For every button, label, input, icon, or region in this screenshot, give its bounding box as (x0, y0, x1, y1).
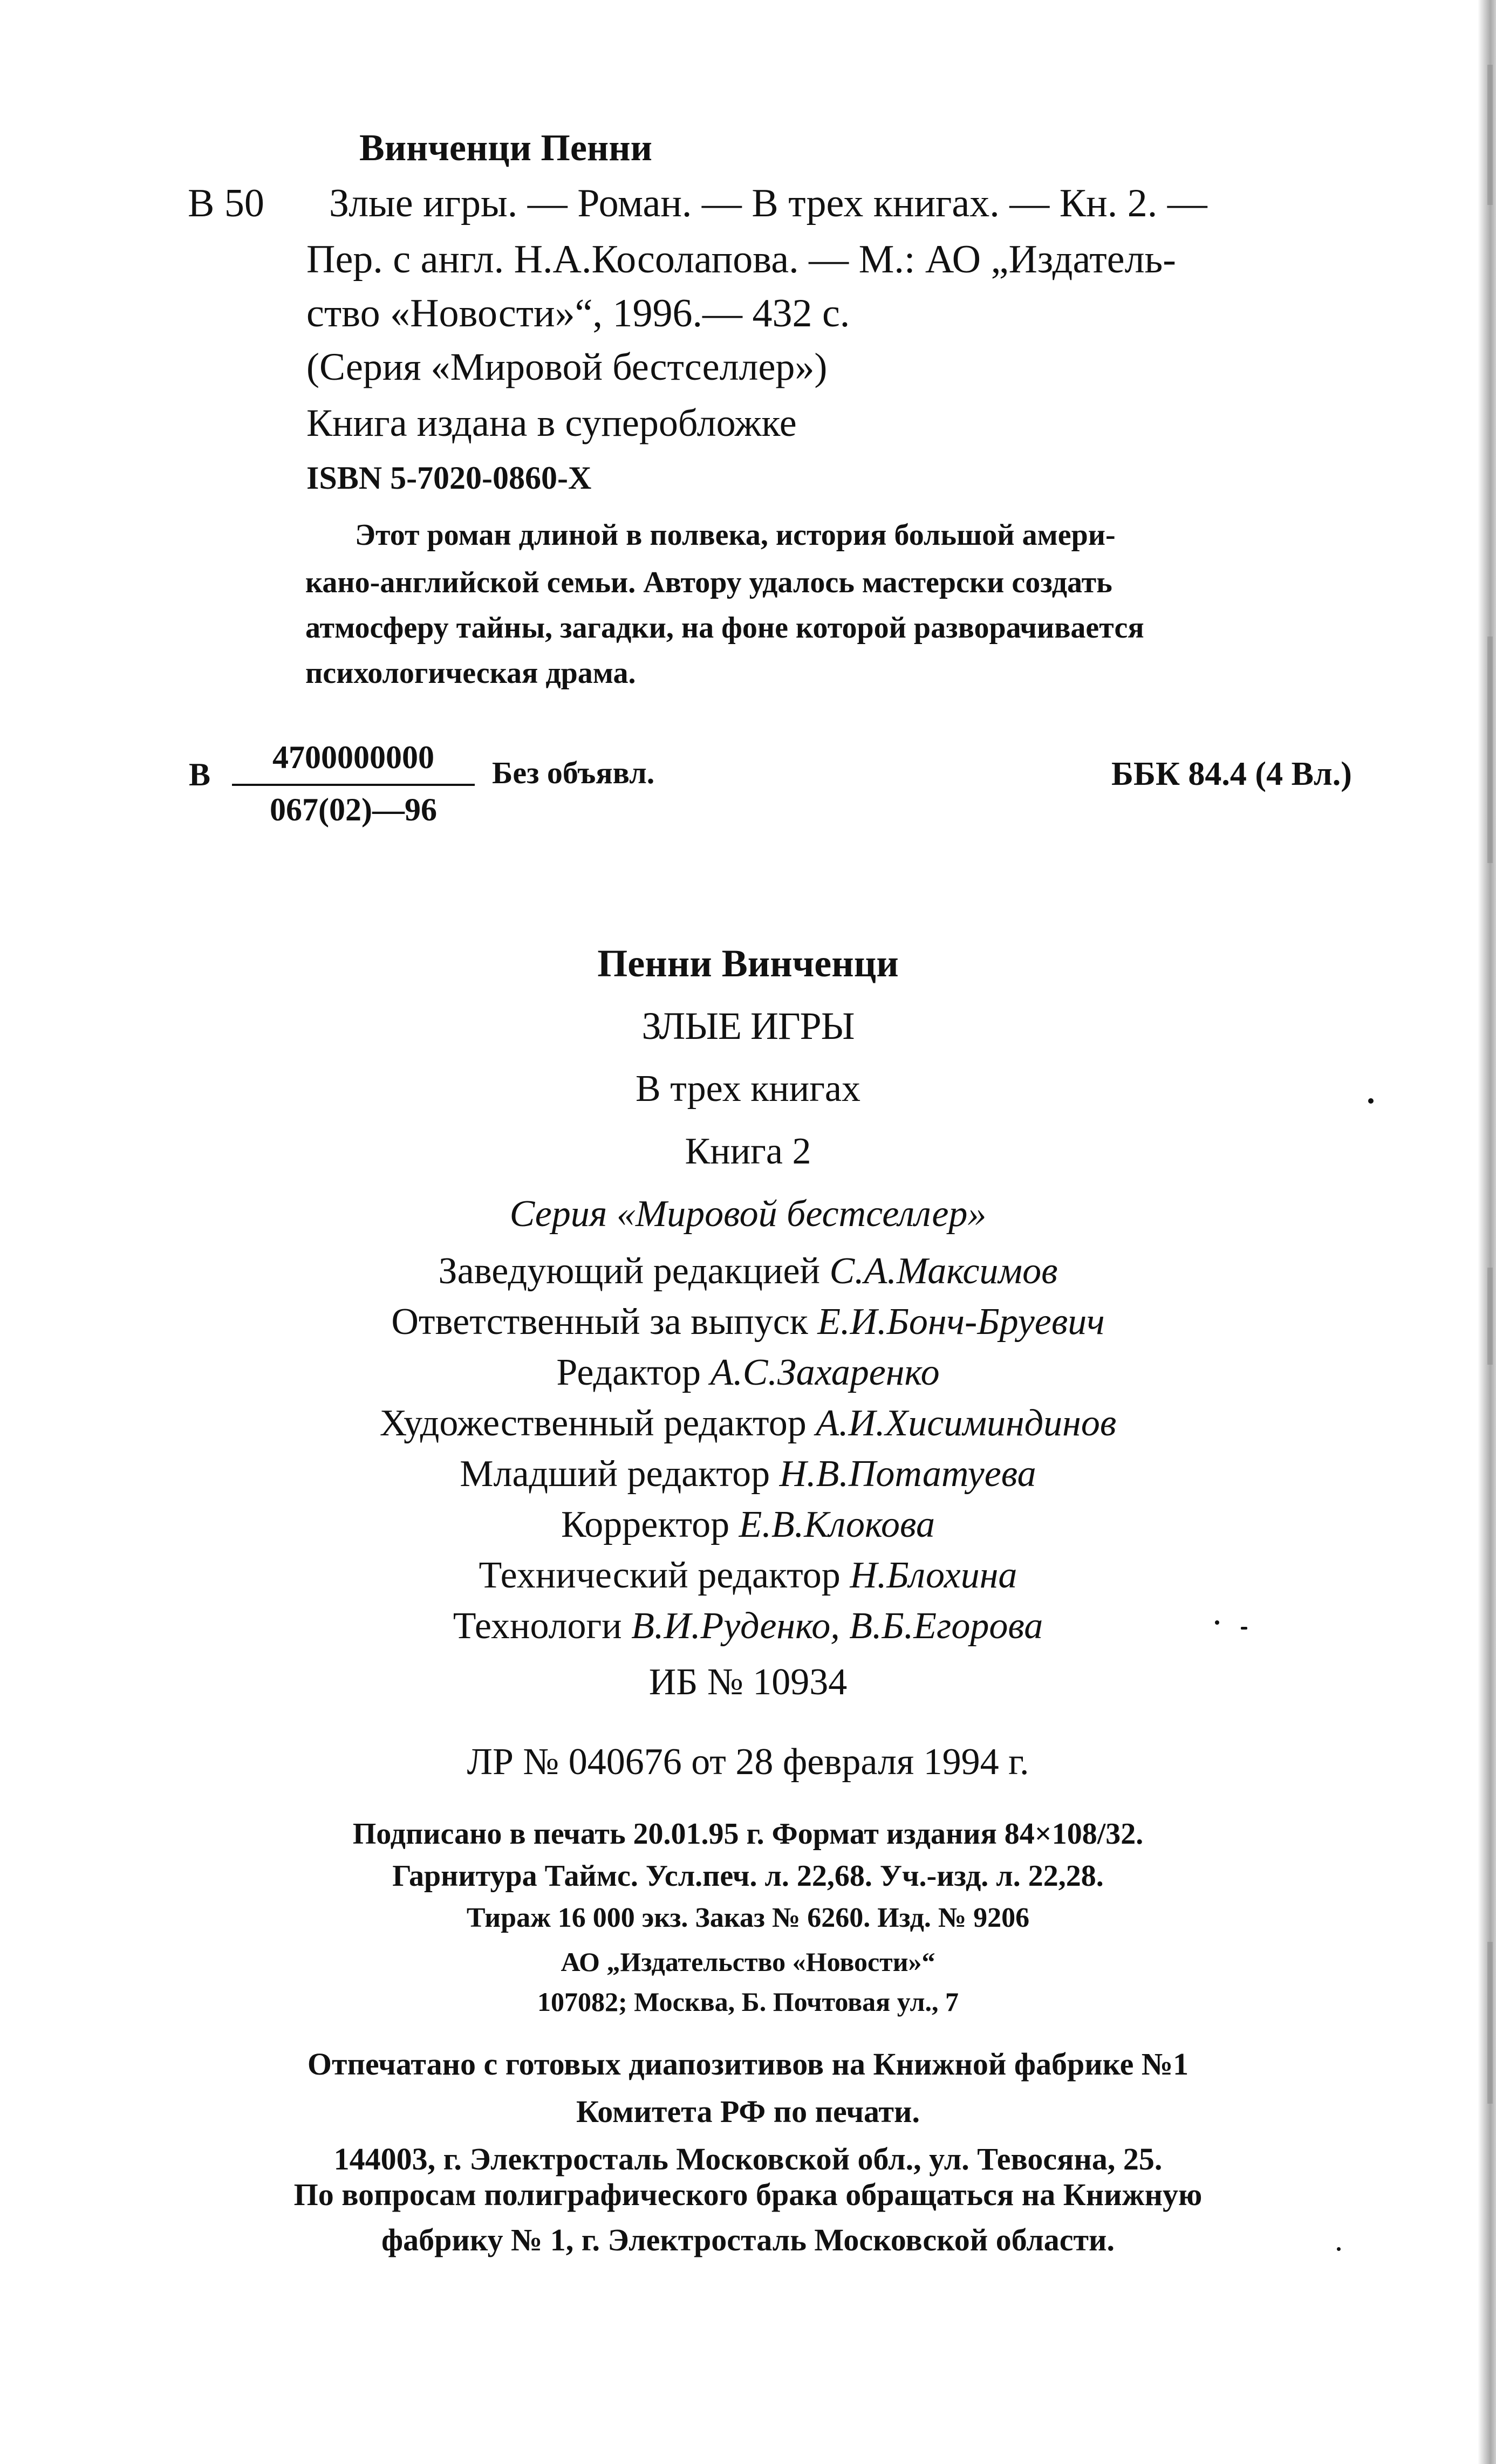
printing-details (0, 1819, 1496, 2015)
series-note: (Серия «Мировой бестселлер») (306, 345, 828, 388)
staff-name: А.И.Хисиминдинов (816, 1402, 1117, 1444)
description-line-1: Злые игры. — Роман. — В трех книгах. — Кн. 2. — (329, 181, 1207, 225)
scan-speck (1337, 2247, 1341, 2251)
staff-role: Художественный редактор (379, 1402, 807, 1444)
printer-line-2: Комитета РФ по печати. (576, 2094, 920, 2129)
ib-number: ИБ № 10934 (648, 1661, 848, 1703)
staff-name: Н.Блохина (850, 1555, 1017, 1596)
isbn: ISBN 5-7020-0860-X (306, 460, 592, 496)
description-line-3: ство «Новости»“, 1996.— 432 с. (306, 291, 850, 336)
staff-row (0, 1252, 1496, 1290)
title-book: Книга 2 (685, 1131, 811, 1172)
catalog-fraction (232, 739, 475, 829)
staff-name: Н.В.Потатуева (779, 1453, 1036, 1495)
license-line (0, 1743, 1496, 1781)
staff-name: Е.В.Клокова (739, 1504, 935, 1545)
defects-line-2: фабрику № 1, г. Электросталь Московской области. (381, 2222, 1115, 2257)
printer-block (0, 2049, 1496, 2175)
catalog-numerator: 4700000000 (232, 739, 475, 786)
staff-row (0, 1354, 1496, 1392)
description-line-2: Пер. с англ. Н.А.Косолапова. — М.: АО „Издатель- (306, 237, 1176, 282)
title-volumes: В трех книгах (636, 1068, 860, 1110)
staff-row (0, 1402, 1496, 1444)
printing-line-2: Гарнитура Таймс. Усл.печ. л. 22,68. Уч.-изд. л. 22,28. (392, 1859, 1104, 1893)
license-text: ЛР № 040676 от 28 февраля 1994 г. (467, 1741, 1029, 1783)
staff-credits (0, 1252, 1496, 1701)
printing-line-1: Подписано в печать 20.01.95 г. Формат издания 84×108/32. (352, 1817, 1144, 1851)
scan-speck (1241, 1627, 1247, 1630)
printer-line-1: Отпечатано с готовых диапозитивов на Книжной фабрике №1 (307, 2047, 1189, 2082)
staff-role: Технологи (453, 1605, 622, 1647)
publisher-address: 107082; Москва, Б. Почтовая ул., 7 (537, 1987, 959, 2017)
staff-role: Корректор (561, 1504, 730, 1545)
staff-row (0, 1506, 1496, 1544)
title-block (0, 944, 1496, 1233)
catalog-prefix: В (189, 757, 211, 792)
staff-row (0, 1303, 1496, 1341)
printing-line-3: Тираж 16 000 экз. Заказ № 6260. Изд. № 9206 (466, 1902, 1030, 1933)
publisher-name: АО „Издательство «Новости»“ (561, 1947, 935, 1977)
staff-role: Ответственный за выпуск (391, 1301, 808, 1343)
scan-speck (1215, 1620, 1219, 1625)
annotation-line-1: Этот роман длиной в полвека, история большой амери- (355, 518, 1116, 552)
annotation-line-2: кано-английской семьи. Автору удалось мастерски создать (305, 566, 1112, 599)
staff-name: А.С.Захаренко (710, 1352, 940, 1393)
staff-role: Технический редактор (479, 1555, 841, 1596)
staff-row (0, 1455, 1496, 1493)
catalog-denominator: 067(02)—96 (270, 792, 437, 827)
author-heading: Винченци Пенни (359, 127, 652, 169)
staff-role: Заведующий редакцией (438, 1250, 820, 1292)
annotation-line-3: атмосферу тайны, загадки, на фоне которой разворачивается (305, 611, 1144, 645)
classification-code: В 50 (188, 181, 264, 225)
title-series: Серия «Мировой бестселлер» (509, 1193, 987, 1235)
staff-role: Младший редактор (460, 1453, 770, 1495)
scan-speck (1368, 1098, 1374, 1104)
printer-line-3: 144003, г. Электросталь Московской обл., ул. Тевосяна, 25. (333, 2141, 1163, 2176)
binding-note: Книга издана в суперобложке (306, 401, 797, 444)
title-author: Пенни Винченци (597, 942, 899, 985)
price-note: Без объявл. (492, 755, 655, 790)
staff-name: С.А.Максимов (829, 1250, 1058, 1292)
staff-row (0, 1557, 1496, 1594)
staff-name: В.И.Руденко, В.Б.Егорова (631, 1605, 1043, 1647)
bbk-code: ББК 84.4 (4 Вл.) (1111, 756, 1352, 792)
title-main: ЗЛЫЕ ИГРЫ (641, 1004, 855, 1048)
defects-notice (0, 2179, 1496, 2256)
staff-role: Редактор (556, 1352, 701, 1393)
annotation-line-4: психологическая драма. (305, 656, 636, 690)
staff-name: Е.И.Бонч-Бруевич (817, 1301, 1105, 1343)
defects-line-1: По вопросам полиграфического брака обращаться на Книжную (293, 2177, 1203, 2212)
staff-row (0, 1607, 1496, 1645)
